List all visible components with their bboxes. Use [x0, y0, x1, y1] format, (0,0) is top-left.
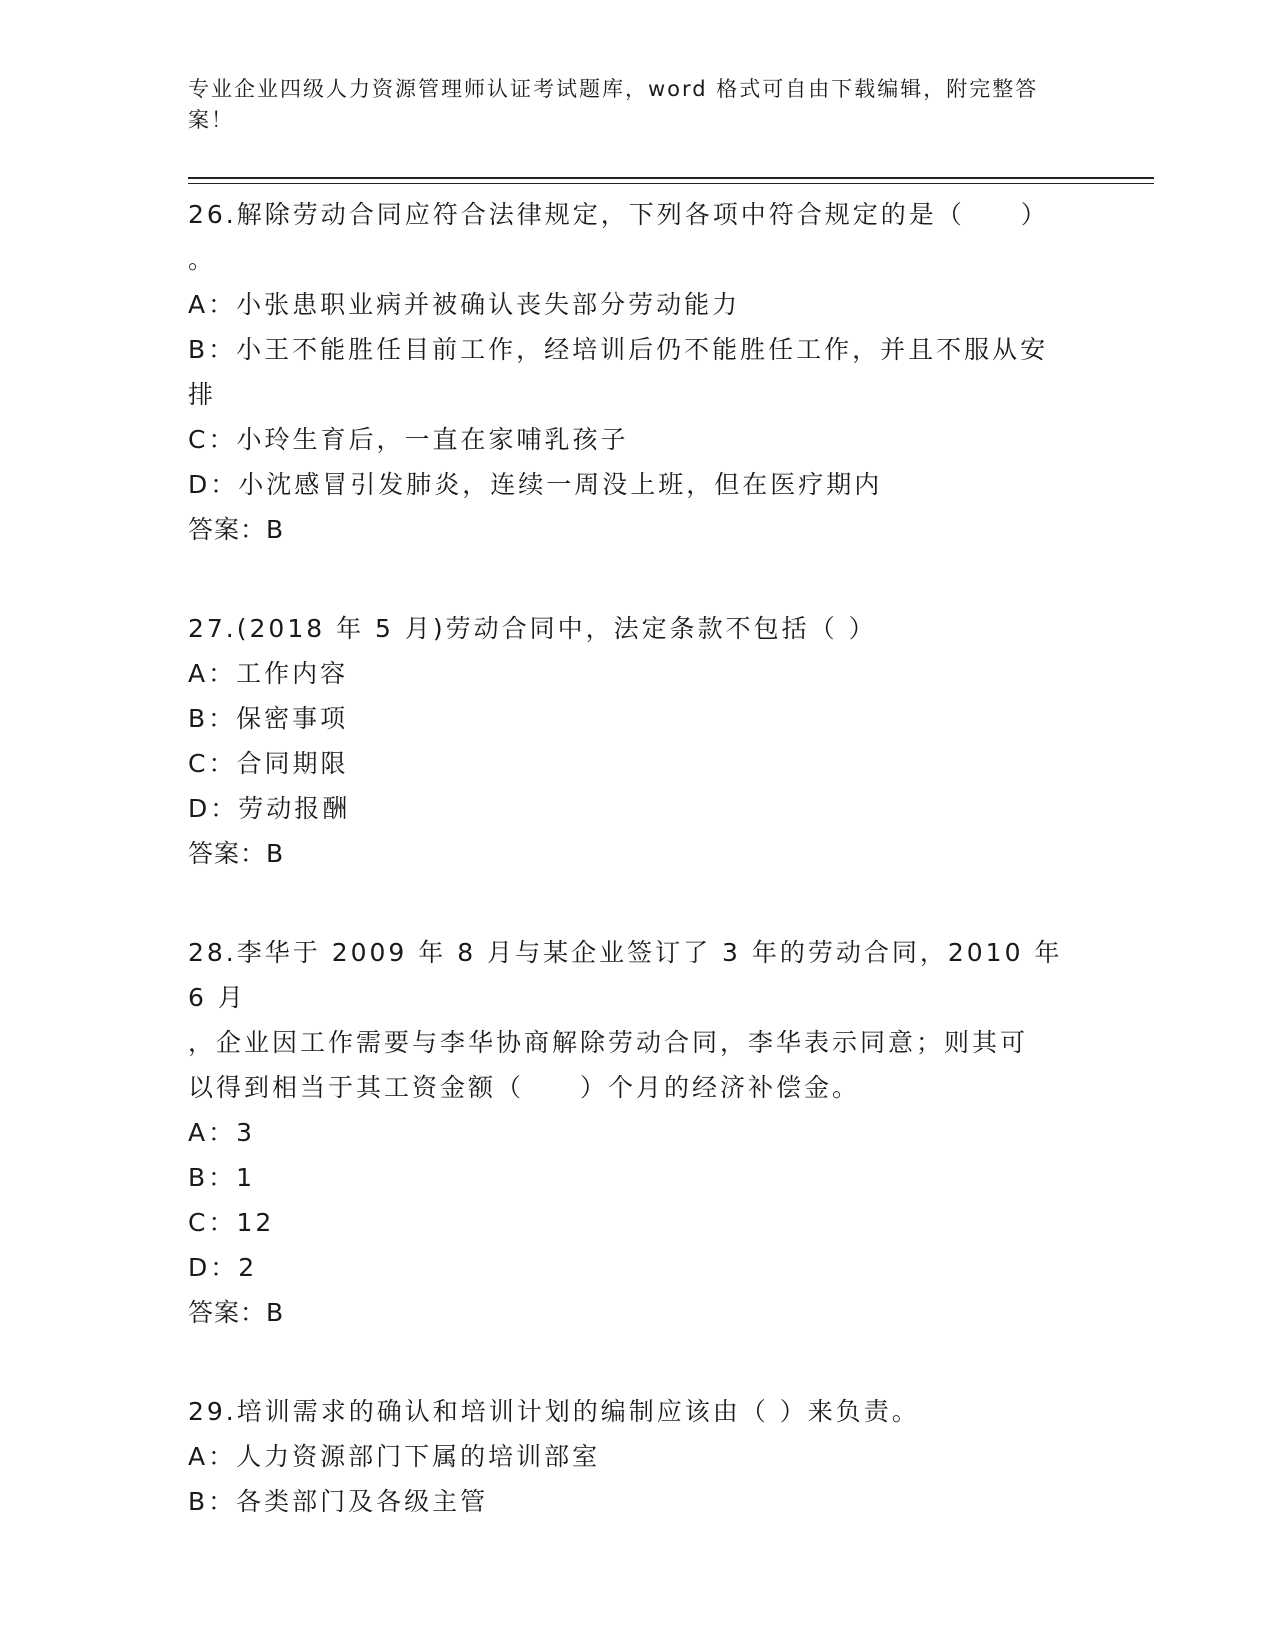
option-a: A：小张患职业病并被确认丧失部分劳动能力: [188, 290, 741, 319]
question-28: [188, 930, 1078, 1335]
question-list: [188, 192, 1078, 1578]
option-b: B：各类部门及各级主管: [188, 1487, 489, 1516]
option-b: B：1: [188, 1163, 256, 1192]
question-stem: 26.解除劳动合同应符合法律规定，下列各项中符合规定的是（ ）: [188, 200, 1049, 229]
option-a: A：3: [188, 1118, 256, 1147]
question-27: [188, 606, 1078, 876]
question-26: [188, 192, 1078, 552]
question-stem: 27.(2018 年 5 月)劳动合同中，法定条款不包括（ ）: [188, 614, 877, 643]
header-rule-thick: [188, 177, 1154, 179]
question-29: [188, 1389, 1078, 1524]
answer-text: 答案：B: [188, 839, 285, 868]
question-stem: 29.培训需求的确认和培训计划的编制应该由（ ）来负责。: [188, 1397, 920, 1426]
option-b: B：小王不能胜任目前工作，经培训后仍不能胜任工作，并且不服从安: [188, 335, 1049, 364]
option-a: A：工作内容: [188, 659, 349, 688]
option-d: D：劳动报酬: [188, 794, 351, 823]
option-b-continued: 排: [188, 380, 217, 409]
option-c: C：12: [188, 1208, 275, 1237]
header-rule-thin: [188, 183, 1154, 184]
option-c: C：小玲生育后，一直在家哺乳孩子: [188, 425, 629, 454]
option-a: A：人力资源部门下属的培训部室: [188, 1442, 601, 1471]
question-stem: 以得到相当于其工资金额（ ）个月的经济补偿金。: [188, 1073, 861, 1102]
option-b: B：保密事项: [188, 704, 349, 733]
answer-text: 答案：B: [188, 1298, 285, 1327]
question-stem: 28.李华于 2009 年 8 月与某企业签订了 3 年的劳动合同，2010 年 6 月: [188, 938, 1074, 1012]
option-d: D：2: [188, 1253, 258, 1282]
header-text: 专业企业四级人力资源管理师认证考试题库，word 格式可自由下载编辑，附完整答案！: [188, 77, 1039, 132]
option-c: C：合同期限: [188, 749, 349, 778]
answer-text: 答案：B: [188, 515, 285, 544]
option-d: D：小沈感冒引发肺炎，连续一周没上班，但在医疗期内: [188, 470, 883, 499]
question-stem: 。: [188, 245, 217, 274]
question-stem: ，企业因工作需要与李华协商解除劳动合同，李华表示同意；则其可: [188, 1028, 1029, 1057]
